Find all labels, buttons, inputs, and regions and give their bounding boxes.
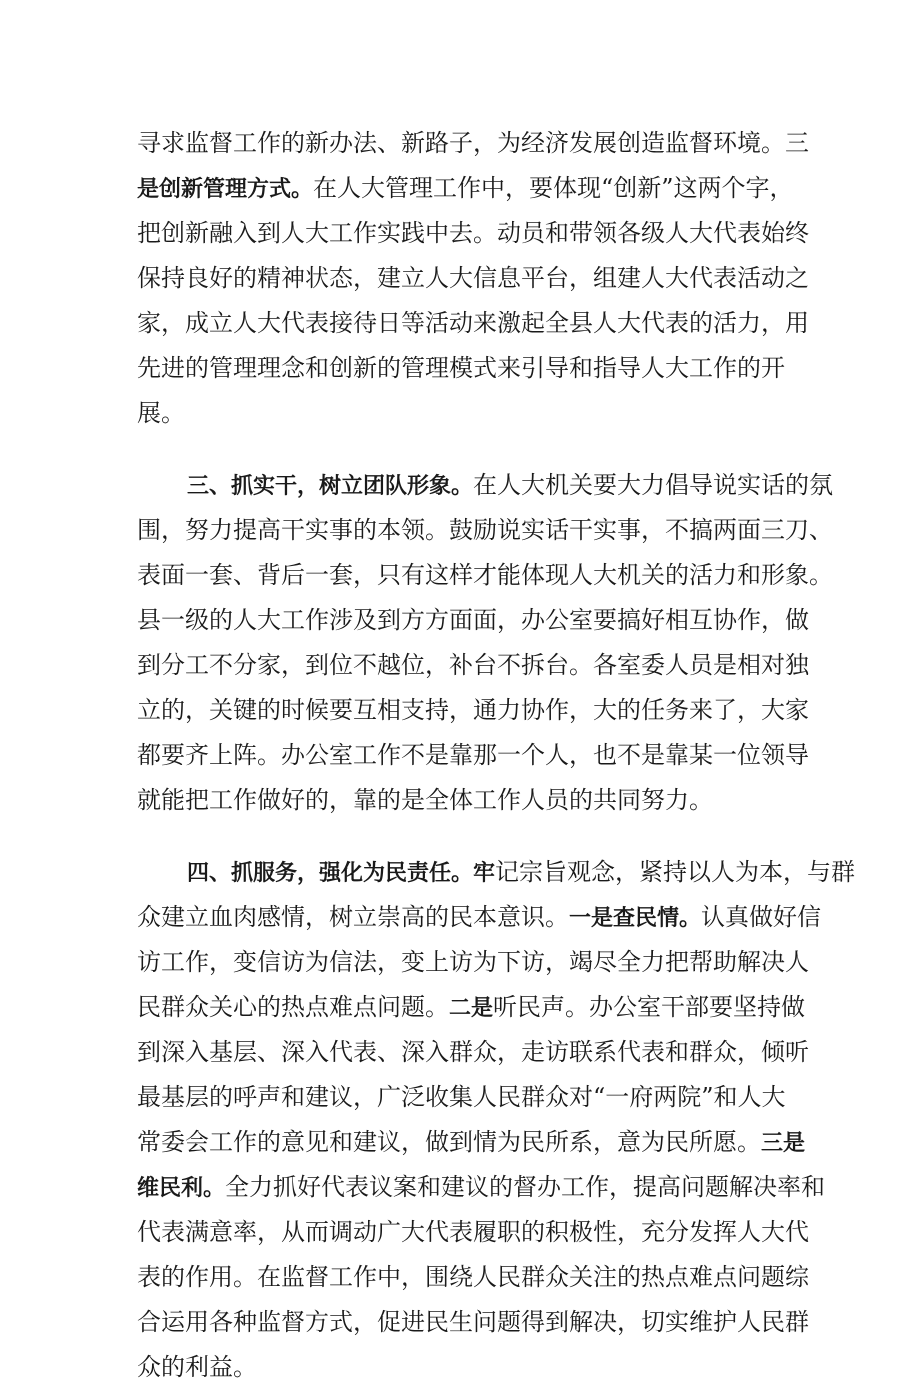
document-body xyxy=(137,121,856,1390)
text-run: 最基层的呼声和建议，广泛收集人民群众对“一府两院”和人大 xyxy=(137,1083,786,1111)
text-line xyxy=(137,553,833,598)
text-line xyxy=(137,778,783,823)
text-run: 民群众关心的热点难点问题。 xyxy=(137,993,449,1021)
text-run: 众建立血肉感情，树立崇高的民本意识。 xyxy=(137,903,569,931)
paragraph-gap xyxy=(137,436,783,463)
text-line xyxy=(137,985,806,1030)
text-run: 展。 xyxy=(137,399,185,427)
text-line xyxy=(137,895,822,940)
text-run: 家，成立人大代表接待日等活动来激起全县人大代表的活力，用 xyxy=(137,309,809,337)
text-line xyxy=(137,256,809,301)
text-run: 表面一套、背后一套，只有这样才能体现人大机关的活力和形象。 xyxy=(137,561,833,589)
text-run: 听民声。办公室干部要坚持做 xyxy=(493,993,806,1021)
text-line xyxy=(137,1255,809,1300)
text-line xyxy=(137,850,856,895)
text-run: 保持良好的精神状态，建立人大信息平台，组建人大代表活动之 xyxy=(137,264,809,292)
text-line xyxy=(137,346,783,391)
bold-text: 四、抓服务，强化为民责任。 xyxy=(187,861,474,886)
text-run: 在人大机关要大力倡导说实话的氛 xyxy=(473,471,834,499)
text-line xyxy=(137,1165,826,1210)
paragraph xyxy=(137,121,809,436)
text-line xyxy=(137,1030,809,1075)
text-line xyxy=(137,1345,783,1390)
text-run: 表的作用。在监督工作中，围绕人民群众关注的热点难点问题综 xyxy=(137,1263,809,1291)
bold-text: 三、抓实干，树立团队形象。 xyxy=(187,474,474,499)
text-run: 访工作，变信访为信法，变上访为下访，竭尽全力把帮助解决人 xyxy=(137,948,809,976)
text-run: 众的利益。 xyxy=(137,1353,257,1381)
bold-text: 二是 xyxy=(449,996,494,1021)
text-line xyxy=(137,1210,809,1255)
text-run: 就能把工作做好的，靠的是全体工作人员的共同努力。 xyxy=(137,786,713,814)
text-line xyxy=(137,1120,806,1165)
text-run: 合运用各种监督方式，促进民生问题得到解决，切实维护人民群 xyxy=(137,1308,809,1336)
bold-text: 维民利。 xyxy=(137,1176,226,1201)
text-line xyxy=(137,508,833,553)
text-line xyxy=(137,733,809,778)
text-run: 认真做好信 xyxy=(701,903,822,931)
text-run: 先进的管理理念和创新的管理模式来引导和指导人大工作的开 xyxy=(137,354,785,382)
bold-text: 是创新管理方式。 xyxy=(137,177,314,202)
text-run: 都要齐上阵。办公室工作不是靠那一个人，也不是靠某一位领导 xyxy=(137,741,809,769)
text-run: 在人大管理工作中，要体现“创新”这两个字， xyxy=(313,174,794,202)
text-run: 寻求监督工作的新办法、新路子，为经济发展创造监督环境。三 xyxy=(137,129,809,157)
paragraph xyxy=(137,850,856,1390)
text-line xyxy=(137,598,809,643)
text-run: 把创新融入到人大工作实践中去。动员和带领各级人大代表始终 xyxy=(137,219,809,247)
text-line xyxy=(137,1300,809,1345)
text-line xyxy=(137,121,809,166)
text-line xyxy=(137,643,809,688)
paragraph-gap xyxy=(137,823,783,850)
text-run: 到深入基层、深入代表、深入群众，走访联系代表和群众，倾听 xyxy=(137,1038,809,1066)
text-run: 代表满意率，从而调动广大代表履职的积极性，充分发挥人大代 xyxy=(137,1218,809,1246)
text-run: 县一级的人大工作涉及到方方面面，办公室要搞好相互协作，做 xyxy=(137,606,809,634)
text-run: 到分工不分家，到位不越位，补台不拆台。各室委人员是相对独 xyxy=(137,651,809,679)
text-run: 常委会工作的意见和建议，做到情为民所系，意为民所愿。 xyxy=(137,1128,761,1156)
text-line xyxy=(137,166,794,211)
bold-text: 三是 xyxy=(761,1131,806,1156)
text-line xyxy=(137,1075,786,1120)
text-line xyxy=(137,301,809,346)
text-line xyxy=(137,688,809,733)
paragraph xyxy=(137,463,834,823)
text-line xyxy=(137,211,809,256)
bold-text: 牢 xyxy=(473,861,496,886)
text-run: 围，努力提高干实事的本领。鼓励说实话干实事，不搞两面三刀、 xyxy=(137,516,833,544)
text-run: 全力抓好代表议案和建议的督办工作，提高问题解决率和 xyxy=(225,1173,826,1201)
text-run: 记宗旨观念，紧持以人为本，与群 xyxy=(495,858,856,886)
text-line xyxy=(137,463,834,508)
bold-text: 一是查民情。 xyxy=(569,906,702,931)
text-run: 立的，关键的时候要互相支持，通力协作，大的任务来了，大家 xyxy=(137,696,809,724)
text-line xyxy=(137,940,809,985)
text-line xyxy=(137,391,783,436)
